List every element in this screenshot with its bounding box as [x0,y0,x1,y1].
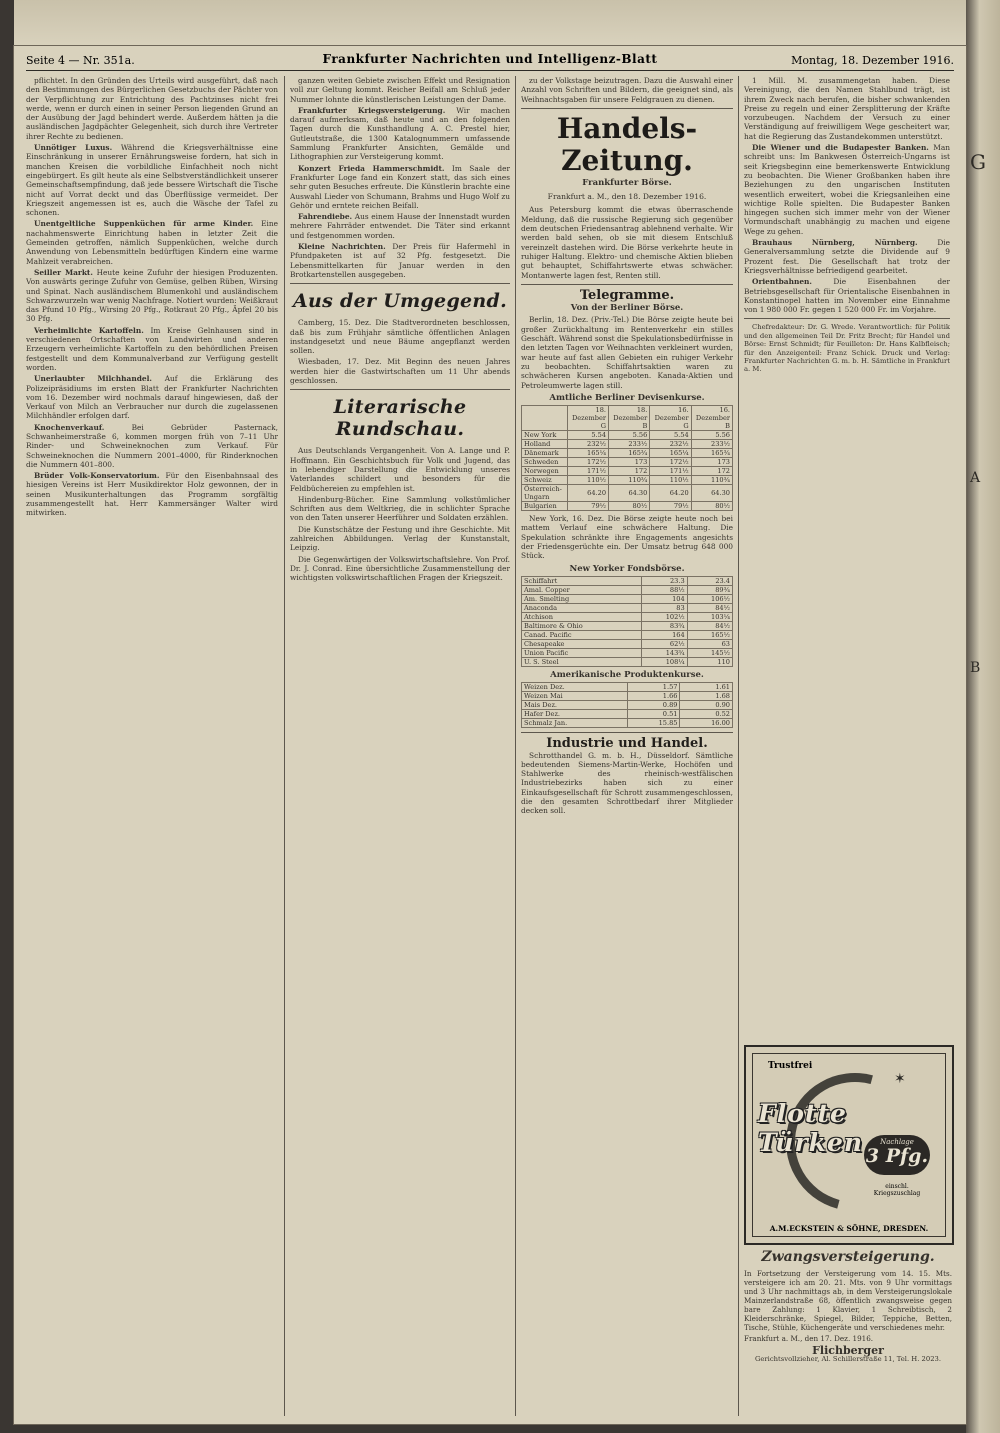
column-rule [738,76,739,1416]
table-cell: 79½ [567,502,608,511]
paper-top-edge [14,0,966,46]
article-body: Man schreibt uns: Im Bankwesen Österreich-Ungarns ist seit Kriegsbeginn eine bemerkenswerte Entwicklung zu beobachten. Die Wiener Großbanken haben ihre Beziehungen zu den ungarischen Instituten wesentlich erweitert, wobei die Kriegsanleihen eine wichtige Rolle spielten. Die Budapester Banken hingegen suchen sich immer mehr von der Wiener Vormundschaft unabhängig zu machen und eigene Wege zu gehen. [744,143,950,236]
table-cell: 110½ [567,476,608,485]
table-cell: Schiffahrt [522,576,642,585]
table-cell: Canad. Pacific [522,630,642,639]
table-cell: Holland [522,440,568,449]
table-cell: Am. Smelting [522,594,642,603]
table-cell: 165¼ [650,449,691,458]
table-cell: 80½ [691,502,732,511]
article-body: zu der Volkstage beizutragen. Dazu die Auswahl einer Anzahl von Schriften und Bildern, die geeignet sind, als Weihnachtsgaben für unsere Feldgrauen zu dienen. [521,76,733,104]
adjacent-page-letter: G [970,150,986,174]
table-cell: New York [522,431,568,440]
table-cell: 64.30 [691,485,732,502]
article-body: Auf die Erklärung des Polizeipräsidiums im ersten Blatt der Frankfurter Nachrichten vom 16. Dezember wird nochmals darauf hingewiesen, daß der Verkauf von Milch an Verbraucher nur durch die zugelassenen Milchhändler erfolgen darf. [26,374,278,421]
table-cell: Schmalz Jan. [522,719,628,728]
ny-fonds-table [521,576,733,667]
ad-price-label: Nachlage [880,1138,914,1146]
table-cell: 232½ [650,440,691,449]
article-body: Während die Kriegsverhältnisse eine Einschränkung in unserer Ernährungsweise fordern, hat sich in manchen Kreisen die vorbildliche Einfachheit noch nicht eingebürgert. Es gilt heute als eine Selbstverständlichkeit unserer Gemeinschaftsempfindung, daß jede bessere Wirtschaft die Tische nicht auf Vorrat deckt und das Überflüssige vermeidet. Der Kriegszeit angemessen ist es, auch die Wäsche der Tafel zu schonen. [26,143,278,218]
article-body: Die Gegenwärtigen der Volkswirtschaftslehre. Von Prof. Dr. J. Conrad. Eine übersichtliche Zusammenstellung der wichtigsten volkswirtschaftlichen Fragen der Kriegszeit. [290,554,510,583]
adjacent-page-edge [966,0,1000,1433]
table-cell: 89¾ [687,585,732,594]
table-cell: Atchison [522,612,642,621]
table-cell: 1.66 [628,692,680,701]
article-body: Der Preis für Hafermehl in Pfundpaketen ist auf 32 Pfg. festgesetzt. Die Lebensmittelkarten für Januar werden in den Brotkartenstellen ausgegeben. [290,242,510,279]
table-row [522,476,733,485]
table-row [522,657,733,666]
article-body: Aus Deutschlands Vergangenheit. Von A. Lange und P. Hoffmann. Ein Geschichtsbuch für Volk und Jugend, das in lebendiger Darstellung die Entwicklung unseres Vaterlandes schildert und besonders für die Feldbüchereien zu empfehlen ist. [290,446,510,493]
table-cell: 23.3 [642,576,687,585]
table-cell: Weizen Mai [522,692,628,701]
table-row [522,612,733,621]
table-cell: Weizen Dez. [522,683,628,692]
section-divider [744,318,950,319]
imprint: Chefredakteur: Dr. G. Wrede. Verantwortlich: für Politik und den allgemeinen Teil Dr. Fritz Brecht; für Handel und Börse: Ernst Schmidt; für Feuilleton: Dr. Hans Kalbfleisch; für den Anzeigenteil: Franz Schick. Druck und Verlag: Frankfurter Nachrichten G. m. b. H. Sämtliche in Frankfurt a. M. [744,323,950,374]
table-cell: 110¾ [691,476,732,485]
subheading-produktenkurse: Amerikanische Produktenkurse. [550,669,704,680]
table-row [522,585,733,594]
masthead [26,52,954,71]
auction-body: In Fortsetzung der Versteigerung vom 14. 15. Mts. versteigere ich am 20. 21. Mts. von 9 Uhr vormittags und 3 Uhr nachmittags ab, in dem Versteigerungslokale Mainzerlandstraße 68, öffentlich zwangsweise gegen bare Zahlung: 1 Klavier, 1 Schreibtisch, 2 Kleiderschränke, Spiegel, Bilder, Teppiche, Betten, Tische, Stühle, Küchengeräte und verschiedenes mehr. [744,1269,952,1332]
article-body: Im Saale der Frankfurter Loge fand ein Konzert statt, das sich eines sehr guten Besuches erfreute. Die Künstlerin brachte eine Auswahl Lieder von Schumann, Brahms und Hugo Wolf zu Gehör und erntete reichen Beifall. [290,163,510,210]
table-cell: 165¾ [609,449,650,458]
page-number: Seite 4 — Nr. 351a. [26,54,135,67]
table-cell: 110¾ [609,476,650,485]
article-heading: Brüder Volk-Konservatorium. [34,471,160,481]
table-cell: 171½ [650,467,691,476]
table-cell: 110½ [650,476,691,485]
article-heading: Die Wiener und die Budapester Banken. [752,143,929,153]
adjacent-page-letter: B [970,660,981,676]
table-cell: Amal. Copper [522,585,642,594]
table-header-cell: 18. Dezember B [609,406,650,431]
table-cell: 84½ [687,621,732,630]
table-cell: 1.57 [628,683,680,692]
table-cell: Mais Dez. [522,701,628,710]
table-cell: 0.52 [680,710,733,719]
article-body: Wir machen darauf aufmerksam, daß heute und an den folgenden Tagen durch die Kunsthandlung A. C. Prestel hier, Gutleutstraße, die 1300 Katalognummern umfassende Sammlung Frankfurter Ansichten, Gemälde und Lithographien zur Versteigerung kommt. [290,105,510,162]
subheading-berliner-boerse: Von der Berliner Börse. [570,303,684,314]
section-divider [521,732,733,733]
table-cell: 0.90 [680,701,733,710]
auction-place-date: Frankfurt a. M., den 17. Dez. 1916. [744,1334,874,1343]
cigarette-advertisement [744,1045,954,1245]
table-header-row [522,406,733,431]
column-2 [290,76,510,1416]
table-row [522,502,733,511]
table-cell: 104 [642,594,687,603]
table-row [522,621,733,630]
article-heading: Seiller Markt. [34,267,93,277]
table-cell: 145½ [687,648,732,657]
column-rule [284,76,285,1416]
article-body: Schrotthandel G. m. b. H., Düsseldorf. Sämtliche bedeutenden Siemens-Martin-Werke, Hochöfen und Stahlwerke des rheinisch-westfälischen Industriebezirks haben sich zu einer Einkaufsgesellschaft für Schrott zusammengeschlossen, die den gesamten Schrottbedarf ihrer Mitglieder decken soll. [521,750,733,816]
table-cell: 0.89 [628,701,680,710]
ad-manufacturer: A.M.ECKSTEIN & SÖHNE, DRESDEN. [769,1224,929,1233]
article-heading: Knochenverkauf. [34,422,105,432]
table-cell: 173 [609,458,650,467]
ad-price-note: einschl. Kriegszuschlag [873,1183,921,1197]
table-cell: U. S. Steel [522,657,642,666]
table-cell: Hafer Dez. [522,710,628,719]
table-cell: 110 [687,657,732,666]
table-cell: 171½ [567,467,608,476]
section-divider [521,284,733,285]
section-divider [290,283,510,284]
dateline: Frankfurt a. M., den 18. Dezember 1916. [547,192,707,202]
table-cell: 5.56 [691,431,732,440]
ad-price-badge [864,1135,930,1175]
article-heading: Orientbahnen. [752,277,812,287]
table-cell: 5.54 [650,431,691,440]
table-row [522,630,733,639]
article-heading: Unerlaubter Milchhandel. [34,374,152,384]
article-body: Camberg, 15. Dez. Die Stadtverordneten beschlossen, daß bis zum Frühjahr sämtliche öffentlichen Anlagen instandgesetzt und neue Bäume angepflanzt werden sollen. [290,318,510,356]
table-cell: 108¼ [642,657,687,666]
table-cell: 233½ [609,440,650,449]
table-cell: 172½ [567,458,608,467]
section-title-telegramme: Telegramme. [579,287,675,303]
table-cell: 103¼ [687,612,732,621]
article-body: Wiesbaden, 17. Dez. Mit Beginn des neuen Jahres werden hier die Gastwirtschaften um 11 Uhr abends geschlossen. [290,357,510,386]
column-1 [26,76,278,1416]
newspaper-title: Frankfurter Nachrichten und Intelligenz-Blatt [322,52,658,66]
table-cell: 62½ [642,639,687,648]
article-body: ganzen weiten Gebiete zwischen Effekt und Resignation voll zur Geltung kommt. Reicher Beifall am Schluß jeder Nummer lohnte die künstlerischen Leistungen der Dame. [290,76,510,104]
section-title-umgegend: Aus der Umgegend. [292,290,508,313]
table-row [522,710,733,719]
table-cell: 64.30 [609,485,650,502]
section-divider [290,389,510,390]
table-cell: Union Pacific [522,648,642,657]
article-body: Die Generalversammlung setzte die Dividende auf 9 Prozent fest. Die Gesellschaft hat trotz der Kriegsverhältnisse befriedigend gearbeitet. [744,238,950,275]
table-cell: 232½ [567,440,608,449]
table-cell: Anaconda [522,603,642,612]
article-heading: Unnötiger Luxus. [34,143,113,153]
table-cell: 5.56 [609,431,650,440]
article-heading: Brauhaus Nürnberg, Nürnberg. [752,238,918,248]
table-cell: 5.54 [567,431,608,440]
table-row [522,440,733,449]
table-cell: 165½ [687,630,732,639]
table-cell: 23.4 [687,576,732,585]
auction-title: Zwangsversteigerung. [761,1249,935,1265]
article-body: Aus Petersburg kommt die etwas überraschende Meldung, daß die russische Regierung sich gegenüber dem deutschen Friedensantrag ablehnend verhalte. Wir werden bald sehen, ob sie mit diesem Entschluß vereinzelt dastehen wird. Die Börse verkehrte heute in ruhiger Haltung. Elektro- und chemische Aktien blieben gut behauptet, Schiffahrtswerte etwas schwächer. Montanwerte lagen fest, Renten still. [521,205,733,280]
table-cell: Chesapeake [522,639,642,648]
table-cell: 1.61 [680,683,733,692]
column-3 [521,76,733,1416]
table-cell: 233½ [691,440,732,449]
table-row [522,458,733,467]
table-cell: 173 [691,458,732,467]
table-cell: 63 [687,639,732,648]
table-cell: 106½ [687,594,732,603]
ad-brand-name: Flotte Türken [758,1099,864,1157]
table-cell: 88½ [642,585,687,594]
article-body: 1 Mill. M. zusammengetan haben. Diese Vereinigung, die den Namen Stahlbund trägt, ist ihrem Zweck nach berufen, die bisher schwankenden Preise zu regeln und einer Zersplitterung der Kräfte vorzubeugen. Nachdem der Versuch zu einer Verständigung auf freiwilligem Wege gescheitert war, hat die Regierung das Zustandekommen unterstützt. [744,76,950,141]
column-4 [744,76,950,1036]
table-cell: 102½ [642,612,687,621]
table-header-cell: 16. Dezember G [650,406,691,431]
issue-date: Montag, 18. Dezember 1916. [791,54,954,67]
table-cell: 79½ [650,502,691,511]
table-cell: Bulgarien [522,502,568,511]
table-cell: 16.00 [680,719,733,728]
table-cell: 80½ [609,502,650,511]
article-body: New York, 16. Dez. Die Börse zeigte heute noch bei mattem Verlauf eine schwächere Haltung. Die Spekulation schränkte ihre Engagements angesichts der Friedensgerüchte ein. Der Umsatz betrug 648 000 Stück. [521,514,733,561]
table-header-cell: 18. Dezember G [567,406,608,431]
subheading-boerse: Frankfurter Börse. [582,177,672,188]
table-cell: 83¾ [642,621,687,630]
article-body: Die Eisenbahnen der Betriebsgesellschaft für Orientalische Eisenbahnen in Konstantinopel hatten im November eine Einnahme von 1 980 000 Fr. gegen 1 520 000 Fr. im Vorjahre. [744,277,950,315]
column-rule [515,76,516,1416]
devisen-table [521,405,733,511]
table-row [522,701,733,710]
section-title-handels-zeitung: Handels-Zeitung. [556,111,698,177]
table-row [522,683,733,692]
table-cell: 165¾ [691,449,732,458]
table-row [522,485,733,502]
table-cell: Österreich-Ungarn [522,485,568,502]
article-heading: Unentgeltliche Suppenküchen für arme Kinder. [34,219,254,229]
table-header-cell: 16. Dezember B [691,406,732,431]
auction-notice [744,1248,952,1364]
section-title-industrie: Industrie und Handel. [546,736,708,752]
article-heading: Konzert Frieda Hammerschmidt. [298,163,445,173]
auction-signature: Flichberger [812,1344,884,1357]
table-header-cell [522,406,568,431]
table-row [522,467,733,476]
article-body: Bei Gebrüder Pasternack, Schwanheimerstraße 6, kommen morgen früh von 7–11 Uhr Rinder- und Schweineknochen zum Verkauf. Für Schweineknochen die Nummern 2001–4000, für Rinderknochen die Nummern 401–800. [26,422,278,469]
table-cell: 84½ [687,603,732,612]
article-body: Hindenburg-Bücher. Eine Sammlung volkstümlicher Schriften aus dem Weltkrieg, die in schlichter Sprache von den Taten unserer Heerführer und Soldaten erzählen. [290,494,510,523]
article-body: Eine nachahmenswerte Einrichtung haben in letzter Zeit die Gemeinden getroffen, nämlich Suppenküchen, welche durch Anwendung von Lebensmitteln bedürftigen Kindern eine warme Mahlzeit verabreichen. [26,219,278,266]
table-row [522,449,733,458]
article-body: Die Kunstschätze der Festung und ihre Geschichte. Mit zahlreichen Abbildungen. Verlag der Kunstanstalt, Leipzig. [290,524,510,553]
ad-tagline: Trustfrei [768,1061,813,1071]
table-cell: 172 [691,467,732,476]
article-heading: Fahrendiebe. [298,212,353,222]
table-row [522,431,733,440]
table-cell: Baltimore & Ohio [522,621,642,630]
article-heading: Kleine Nachrichten. [298,242,386,252]
table-cell: Schweden [522,458,568,467]
table-cell: Norwegen [522,467,568,476]
table-row [522,603,733,612]
table-row [522,639,733,648]
ad-price: 3 Pfg. [865,1145,929,1167]
subheading-ny-fondsboerse: New Yorker Fondsbörse. [569,563,685,574]
auction-office: Gerichtsvollzieher, Al. Schillerstraße 11, Tel. H. 2023. [754,1355,942,1363]
article-body: Aus einem Hause der Innenstadt wurden mehrere Fahrräder entwendet. Die Täter sind erkannt und festgenommen worden. [290,212,510,240]
article-body: Im Kreise Gelnhausen sind in verschiedenen Ortschaften von Landwirten und anderen Erzeugern verheimlichte Kartoffeln zu den behördlichen Preisen festgestellt und dem Kommunalverband zur Verfügung gestellt worden. [26,325,278,372]
table-cell: 172½ [650,458,691,467]
table-cell: 15.85 [628,719,680,728]
table-cell: Schweiz [522,476,568,485]
article-body: Heute keine Zufuhr der hiesigen Produzenten. Von auswärts geringe Zufuhr von Gemüse, gelben Rüben, Wirsing und Spinat. Nach ausländischem Blumenkohl und ausländischem Schwarzwurzeln war wenig Nachfrage. Notiert wurden: Weißkraut das Pfund 10 Pfg., Wirsing 20 Pfg., Rotkraut 20 Pfg., Äpfel 20 bis 30 Pfg. [26,267,278,324]
table-cell: 165¼ [567,449,608,458]
section-divider [521,108,733,109]
produkten-table [521,682,733,728]
table-row [522,576,733,585]
table-cell: 64.20 [567,485,608,502]
article-body: Für den Eisenbahnsaal des hiesigen Vereins ist Herr Musikdirektor Holz gewonnen, der in seinen Musikunterhaltungen das Programm sorgfältig zusammengestellt hat. Herr Kammersänger Walter wird mitwirken. [26,471,278,518]
subheading-devisen: Amtliche Berliner Devisenkurse. [549,392,705,403]
table-row [522,648,733,657]
table-row [522,719,733,728]
adjacent-page-letter: A [970,470,981,486]
table-cell: Dänemark [522,449,568,458]
table-cell: 143¾ [642,648,687,657]
table-row [522,692,733,701]
article-heading: Verheimlichte Kartoffeln. [34,325,144,335]
table-cell: 64.20 [650,485,691,502]
star-icon: ✶ [894,1071,906,1087]
table-cell: 1.68 [680,692,733,701]
table-cell: 164 [642,630,687,639]
article-intro: pflichtet. In den Gründen des Urteils wird ausgeführt, daß nach den Bestimmungen des Bürgerlichen Gesetzbuchs der Pächter von der Verpflichtung zur Entrichtung des Pachtzinses nicht frei werde, wenn er durch einen in seiner Person liegenden Grund an der Ausübung der Jagd behindert werde. Außerdem hätten ja die ausländischen Jagdpächter Gelegenheit, sich durch ihre Vertreter ihrer Rechte zu bedienen. [26,76,278,141]
table-cell: 83 [642,603,687,612]
table-cell: 0.51 [628,710,680,719]
table-cell: 172 [609,467,650,476]
section-title-rundschau: Literarische Rundschau. [333,396,467,441]
article-body: Berlin, 18. Dez. (Priv.-Tel.) Die Börse zeigte heute bei großer Zurückhaltung im Rentenverkehr ein stilles Geschäft. Während sonst die Spekulationsbedürfnisse in den letzten Tagen vor Weihnachten verkleinert wurden, war heute auf fast allen Gebieten ein ruhiger Verkehr zu beobachten. Schiffahrtsaktien waren zu schwächeren Kursen angeboten. Kanada-Aktien und Petroleumwerte lagen still. [521,315,733,390]
table-row [522,594,733,603]
article-heading: Frankfurter Kriegsversteigerung. [298,105,446,115]
